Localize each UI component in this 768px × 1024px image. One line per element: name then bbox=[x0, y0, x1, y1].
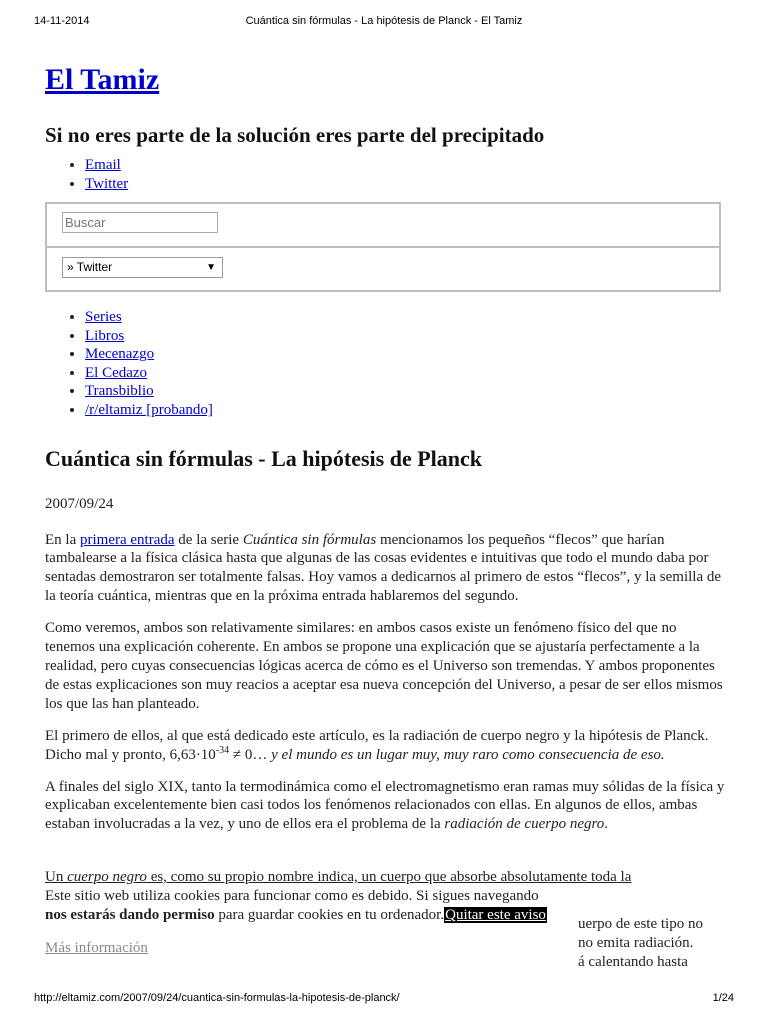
nav-link-libros[interactable]: Libros bbox=[85, 327, 125, 344]
text: de la serie bbox=[174, 531, 243, 548]
text: ≠ 0… bbox=[229, 746, 272, 763]
nav-link-series[interactable]: Series bbox=[85, 309, 122, 325]
first-entry-link[interactable]: primera entrada bbox=[80, 531, 175, 548]
social-link-twitter-item bbox=[85, 175, 725, 194]
twitter-link[interactable]: Twitter bbox=[85, 176, 129, 192]
cookie-text: Este sitio web utiliza cookies para funcionar como es debido. Si sigues navegando bbox=[45, 888, 539, 904]
nav-item bbox=[85, 345, 725, 364]
series-name: Cuántica sin fórmulas bbox=[242, 531, 377, 548]
emphasis: radiación de cuerpo negro bbox=[444, 816, 605, 833]
search-widget bbox=[45, 202, 721, 248]
nav-item bbox=[85, 382, 725, 401]
dismiss-cookie-button[interactable]: Quitar este aviso bbox=[445, 907, 546, 923]
text: Un bbox=[45, 869, 68, 885]
text: mencionamos los pequeños “flecos” que harían tambalearse a la física clásica hasta que algunas de las cosas evidentes e intuitivas que todo el mundo daba por sentadas demostraron ser totalmente falsas. Hoy vamos a dedicarnos al primero de estos “flecos”, y la semilla de la teoría cuántica, mientras que en la próxima entrada hablaremos del segundo. bbox=[45, 531, 722, 605]
chevron-down-icon: ▼ bbox=[206, 262, 216, 273]
post-paragraph-3 bbox=[45, 727, 725, 765]
email-link[interactable]: Email bbox=[85, 157, 121, 173]
site-tagline: Si no eres parte de la solución eres parte del precipitado bbox=[45, 123, 545, 147]
nav-link-transbiblio[interactable]: Transbiblio bbox=[85, 383, 154, 400]
more-info-link[interactable]: Más información bbox=[45, 940, 148, 956]
print-url: http://eltamiz.com/2007/09/24/cuantica-sin-formulas-la-hipotesis-de-planck/ bbox=[34, 992, 400, 1004]
text: es, como su propio nombre indica, un cuerpo que absorbe absolutamente toda la bbox=[146, 869, 632, 885]
text: . bbox=[604, 816, 609, 833]
search-input[interactable] bbox=[62, 212, 218, 233]
emphasis: y el mundo es un lugar muy, muy raro como consecuencia de eso. bbox=[271, 746, 665, 763]
print-date: 14-11-2014 bbox=[34, 15, 90, 27]
print-page-title: Cuántica sin fórmulas - La hipótesis de Planck - El Tamiz bbox=[245, 15, 523, 27]
emphasis: cuerpo negro bbox=[67, 869, 147, 885]
obscured-text: uerpo de este tipo no bbox=[578, 916, 703, 932]
post-date: 2007/09/24 bbox=[45, 495, 114, 512]
site-title-link[interactable]: El Tamiz bbox=[45, 63, 160, 96]
obscured-text: no emita radiación. bbox=[578, 935, 694, 951]
obscured-text: á calentando hasta bbox=[578, 954, 688, 970]
post-title: Cuántica sin fórmulas - La hipótesis de Planck bbox=[45, 445, 482, 471]
nav-link-mecenazgo[interactable]: Mecenazgo bbox=[85, 346, 155, 363]
exponent: -34 bbox=[215, 744, 230, 756]
site-title bbox=[45, 60, 725, 100]
social-links bbox=[45, 156, 725, 194]
nav-item bbox=[85, 401, 725, 420]
cookie-text: para guardar cookies en tu ordenador. bbox=[214, 907, 445, 923]
main-nav bbox=[45, 308, 725, 420]
post-paragraph-2: Como veremos, ambos son relativamente similares: en ambos casos existe un fenómeno físico del que no tenemos una explicación coherente. En ambos se propone una explicación que se ajustaría perfectamente a la realidad, pero cuyas consecuencias lógicas acerca de cómo es el Universo son tremendas. Y ambos proponentes de estas explicaciones son muy reacios a aceptar esa nueva concepción del Universo, a pesar de ser ellos mismos los que las han planteado. bbox=[45, 620, 723, 712]
nav-item bbox=[85, 308, 725, 327]
text: El primero de ellos, al que está dedicado este artículo, es la radiación de cuerpo negro y la hipótesis de Planck. Dicho mal y pronto, 6,63·10 bbox=[45, 727, 709, 763]
cookie-bold-text: nos estarás dando permiso bbox=[45, 907, 215, 923]
social-select[interactable] bbox=[62, 257, 223, 278]
nav-link-el-cedazo[interactable]: El Cedazo bbox=[85, 364, 148, 381]
text: En la bbox=[45, 531, 80, 548]
social-link-email-item bbox=[85, 156, 725, 175]
print-page-count: 1/24 bbox=[712, 992, 734, 1004]
post-paragraph-1 bbox=[45, 531, 725, 607]
nav-item bbox=[85, 364, 725, 383]
text: A finales del siglo XIX, tanto la termodinámica como el electromagnetismo eran ramas muy sólidas de la física y explicaban excelentemente bien casi todos los fenómenos relacionados con ellas. En algunos de ellos, ambas estaban involucradas a la vez, y uno de ellos era el problema de la bbox=[45, 778, 725, 833]
select-widget bbox=[45, 248, 721, 292]
post-paragraph-4 bbox=[45, 778, 725, 835]
nav-item bbox=[85, 327, 725, 346]
page-content bbox=[45, 60, 725, 834]
post-paragraph-5 bbox=[45, 868, 745, 887]
nav-link-reddit[interactable]: /r/eltamiz [probando] bbox=[85, 401, 213, 418]
social-select-value: » Twitter bbox=[67, 260, 113, 274]
